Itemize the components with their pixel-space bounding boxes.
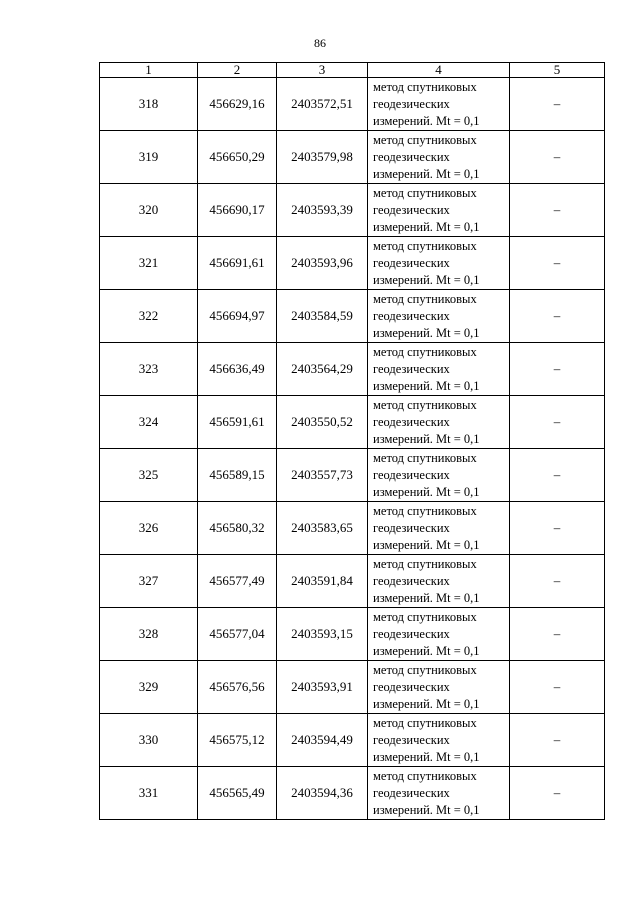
note-dash: – [553, 467, 561, 482]
method-cell [368, 608, 510, 661]
method-cell [368, 131, 510, 184]
method-text: метод спутниковых [373, 79, 477, 94]
note-dash: – [553, 732, 561, 747]
method-text: геодезических [373, 255, 450, 270]
note-cell [510, 237, 605, 290]
note-cell [510, 555, 605, 608]
method-text: измерений. Mt = 0,1 [373, 802, 480, 817]
method-text: геодезических [373, 785, 450, 800]
coordinate-y: 2403591,84 [277, 555, 368, 608]
method-text: измерений. Mt = 0,1 [373, 378, 480, 393]
table-row [100, 555, 605, 608]
method-text: геодезических [373, 96, 450, 111]
header-col-3: 3 [277, 63, 368, 78]
coordinate-x: 456694,97 [198, 290, 277, 343]
method-text: геодезических [373, 626, 450, 641]
coordinate-x: 456690,17 [198, 184, 277, 237]
method-text: метод спутниковых [373, 715, 477, 730]
method-text: метод спутниковых [373, 397, 477, 412]
method-text: измерений. Mt = 0,1 [373, 113, 480, 128]
method-text: измерений. Mt = 0,1 [373, 537, 480, 552]
note-cell [510, 767, 605, 820]
coordinate-y: 2403579,98 [277, 131, 368, 184]
method-text: геодезических [373, 414, 450, 429]
coordinate-y: 2403593,91 [277, 661, 368, 714]
table-row [100, 396, 605, 449]
note-cell [510, 290, 605, 343]
note-dash: – [553, 96, 561, 111]
method-cell [368, 555, 510, 608]
coordinate-x: 456691,61 [198, 237, 277, 290]
coordinate-y: 2403593,15 [277, 608, 368, 661]
header-row [100, 63, 605, 78]
table-row [100, 449, 605, 502]
method-cell [368, 343, 510, 396]
coordinate-y: 2403594,49 [277, 714, 368, 767]
table-row [100, 78, 605, 131]
table-row [100, 661, 605, 714]
method-text: измерений. Mt = 0,1 [373, 431, 480, 446]
method-text: измерений. Mt = 0,1 [373, 696, 480, 711]
point-number: 321 [100, 237, 198, 290]
note-cell [510, 343, 605, 396]
note-cell [510, 661, 605, 714]
method-cell [368, 449, 510, 502]
coordinate-y: 2403572,51 [277, 78, 368, 131]
method-text: геодезических [373, 149, 450, 164]
note-cell [510, 449, 605, 502]
coordinates-table [99, 62, 605, 820]
point-number: 327 [100, 555, 198, 608]
table-row [100, 131, 605, 184]
coordinate-x: 456575,12 [198, 714, 277, 767]
method-text: геодезических [373, 679, 450, 694]
method-text: метод спутниковых [373, 132, 477, 147]
header-col-5: 5 [510, 63, 605, 78]
method-text: измерений. Mt = 0,1 [373, 166, 480, 181]
method-text: геодезических [373, 520, 450, 535]
point-number: 319 [100, 131, 198, 184]
coordinate-y: 2403557,73 [277, 449, 368, 502]
note-dash: – [553, 255, 561, 270]
coordinate-x: 456577,04 [198, 608, 277, 661]
point-number: 330 [100, 714, 198, 767]
method-text: измерений. Mt = 0,1 [373, 484, 480, 499]
method-text: геодезических [373, 308, 450, 323]
coordinate-y: 2403593,96 [277, 237, 368, 290]
coordinate-y: 2403564,29 [277, 343, 368, 396]
coordinate-y: 2403593,39 [277, 184, 368, 237]
coordinate-x: 456591,61 [198, 396, 277, 449]
point-number: 318 [100, 78, 198, 131]
table-row [100, 290, 605, 343]
method-text: геодезических [373, 573, 450, 588]
coordinate-y: 2403584,59 [277, 290, 368, 343]
coordinate-x: 456629,16 [198, 78, 277, 131]
method-cell [368, 237, 510, 290]
note-cell [510, 396, 605, 449]
point-number: 328 [100, 608, 198, 661]
point-number: 326 [100, 502, 198, 555]
method-text: метод спутниковых [373, 344, 477, 359]
coordinate-x: 456565,49 [198, 767, 277, 820]
table-row [100, 608, 605, 661]
point-number: 320 [100, 184, 198, 237]
point-number: 322 [100, 290, 198, 343]
method-text: измерений. Mt = 0,1 [373, 749, 480, 764]
coordinate-x: 456577,49 [198, 555, 277, 608]
method-cell [368, 396, 510, 449]
note-cell [510, 608, 605, 661]
coordinate-x: 456580,32 [198, 502, 277, 555]
method-text: измерений. Mt = 0,1 [373, 590, 480, 605]
coordinate-y: 2403583,65 [277, 502, 368, 555]
note-cell [510, 131, 605, 184]
method-cell [368, 290, 510, 343]
point-number: 331 [100, 767, 198, 820]
method-text: геодезических [373, 202, 450, 217]
method-text: метод спутниковых [373, 291, 477, 306]
method-cell [368, 767, 510, 820]
method-text: измерений. Mt = 0,1 [373, 219, 480, 234]
method-cell [368, 661, 510, 714]
note-dash: – [553, 414, 561, 429]
method-text: геодезических [373, 732, 450, 747]
header-col-2: 2 [198, 63, 277, 78]
method-text: метод спутниковых [373, 768, 477, 783]
coordinate-x: 456650,29 [198, 131, 277, 184]
table-row [100, 237, 605, 290]
note-cell [510, 78, 605, 131]
table-body [100, 78, 605, 820]
method-text: измерений. Mt = 0,1 [373, 325, 480, 340]
note-dash: – [553, 361, 561, 376]
note-dash: – [553, 626, 561, 641]
method-cell [368, 502, 510, 555]
method-text: метод спутниковых [373, 556, 477, 571]
method-text: метод спутниковых [373, 503, 477, 518]
point-number: 324 [100, 396, 198, 449]
coordinate-x: 456589,15 [198, 449, 277, 502]
table-row [100, 714, 605, 767]
note-cell [510, 502, 605, 555]
coordinate-x: 456636,49 [198, 343, 277, 396]
header-col-4: 4 [368, 63, 510, 78]
point-number: 329 [100, 661, 198, 714]
method-text: геодезических [373, 467, 450, 482]
method-text: геодезических [373, 361, 450, 376]
note-dash: – [553, 308, 561, 323]
note-dash: – [553, 520, 561, 535]
table-header [100, 63, 605, 78]
coordinate-y: 2403594,36 [277, 767, 368, 820]
header-col-1: 1 [100, 63, 198, 78]
method-text: измерений. Mt = 0,1 [373, 643, 480, 658]
note-dash: – [553, 679, 561, 694]
method-text: метод спутниковых [373, 185, 477, 200]
method-cell [368, 714, 510, 767]
coordinate-x: 456576,56 [198, 661, 277, 714]
table-row [100, 343, 605, 396]
method-text: метод спутниковых [373, 609, 477, 624]
note-cell [510, 714, 605, 767]
table-row [100, 502, 605, 555]
method-text: измерений. Mt = 0,1 [373, 272, 480, 287]
point-number: 323 [100, 343, 198, 396]
method-cell [368, 78, 510, 131]
table-row [100, 184, 605, 237]
note-dash: – [553, 785, 561, 800]
page-number: 86 [314, 36, 326, 50]
method-text: метод спутниковых [373, 662, 477, 677]
method-text: метод спутниковых [373, 450, 477, 465]
method-text: метод спутниковых [373, 238, 477, 253]
method-cell [368, 184, 510, 237]
table-row [100, 767, 605, 820]
note-dash: – [553, 202, 561, 217]
note-cell [510, 184, 605, 237]
note-dash: – [553, 573, 561, 588]
point-number: 325 [100, 449, 198, 502]
coordinate-y: 2403550,52 [277, 396, 368, 449]
note-dash: – [553, 149, 561, 164]
